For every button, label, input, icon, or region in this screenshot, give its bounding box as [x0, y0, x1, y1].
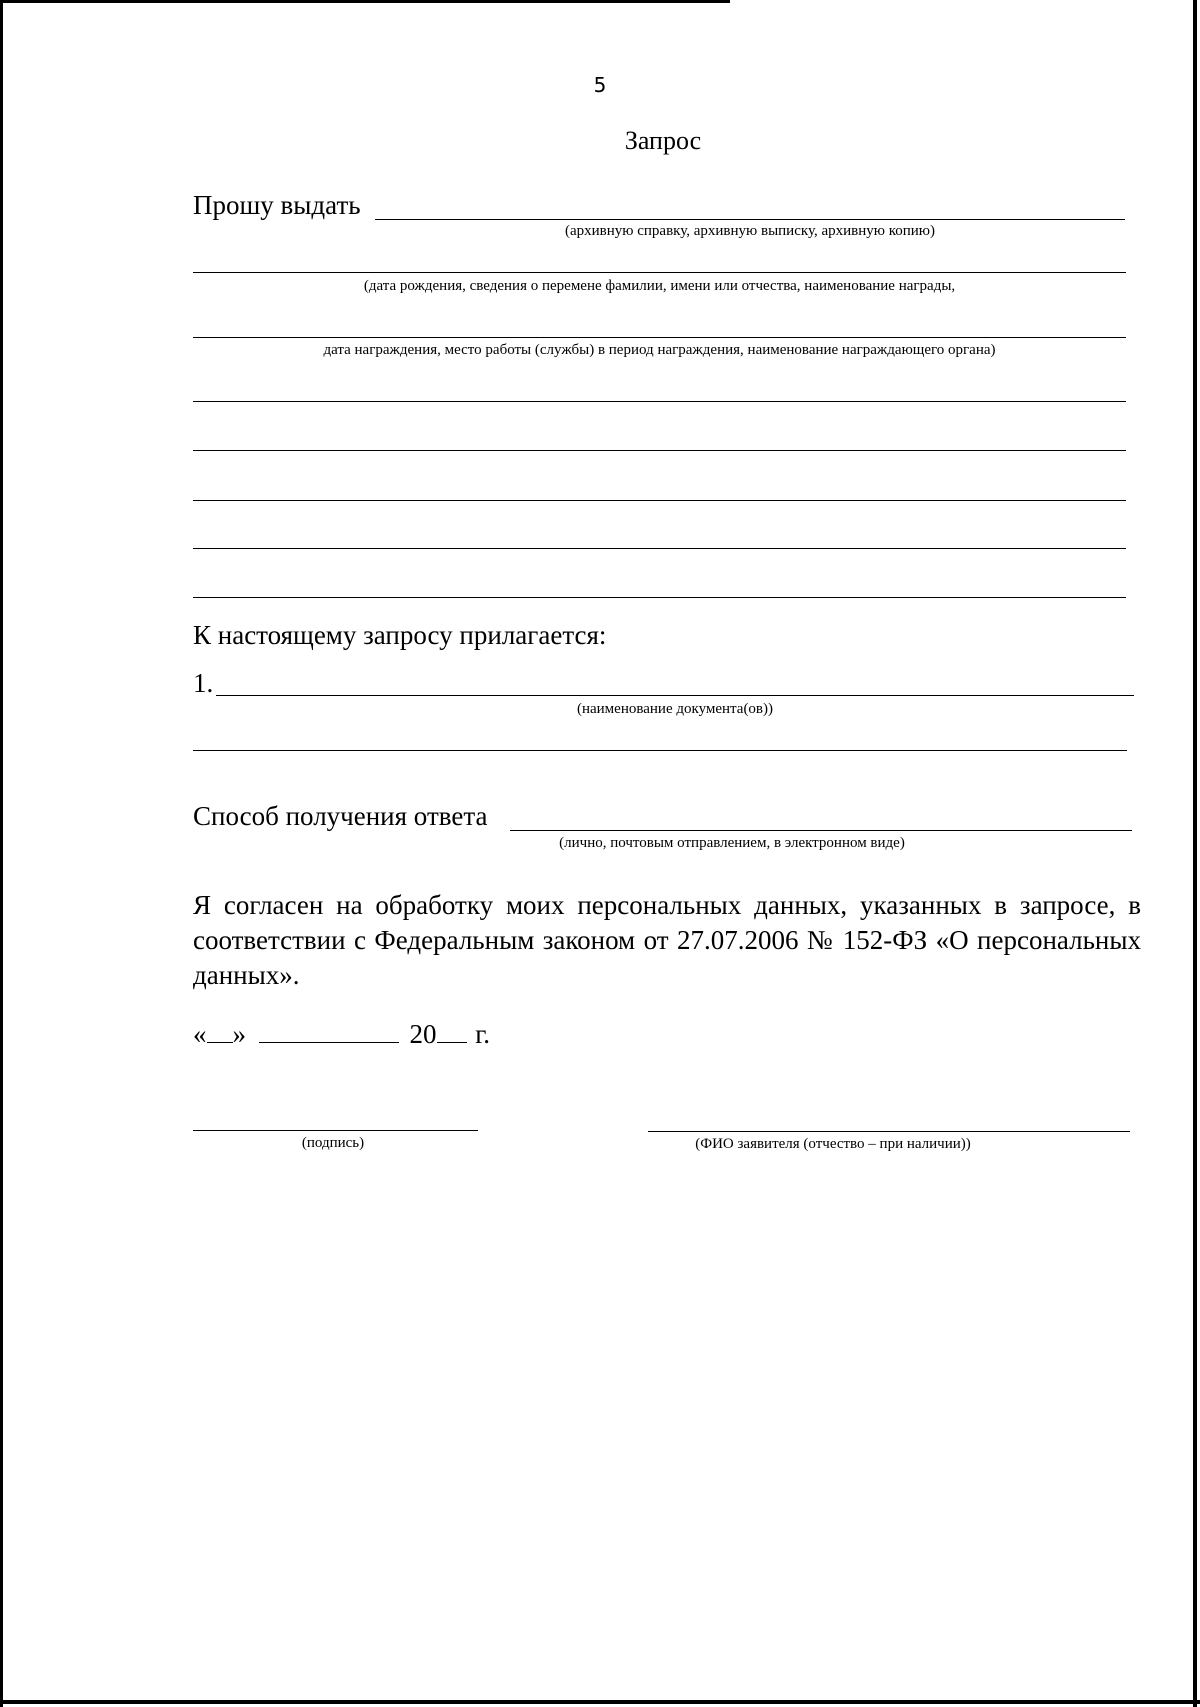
- date-year-suffix: г.: [475, 1019, 491, 1049]
- response-method-label: Способ получения ответа: [193, 801, 488, 831]
- consent-paragraph: Я согласен на обработку моих персональных данных, указанных в запросе, в соответствии с Федеральным законом от 27.07.2006 № 152-ФЗ «О персональных данных».: [193, 890, 1141, 990]
- attachment-blank-line[interactable]: [193, 750, 1127, 751]
- applicant-name-hint: (ФИО заявителя (отчество – при наличии)): [695, 1136, 971, 1152]
- request-blank-line-5[interactable]: [193, 597, 1126, 598]
- scan-edge-bottom: [0, 1700, 1200, 1704]
- request-blank-line-1[interactable]: [193, 401, 1126, 402]
- attachments-heading: К настоящему запросу прилагается:: [193, 620, 607, 650]
- date-close-quote: »: [232, 1019, 246, 1049]
- response-method-field-line[interactable]: [510, 830, 1132, 831]
- attachments-hint: (наименование документа(ов)): [576, 701, 774, 717]
- attachment-item-number: 1.: [193, 668, 214, 698]
- request-hint-2: (дата рождения, сведения о перемене фамилии, имени или отчества, наименование награды,: [363, 278, 956, 294]
- request-detail-line-2[interactable]: [193, 337, 1126, 338]
- request-label: Прошу выдать: [193, 190, 361, 220]
- page-number: 5: [593, 73, 607, 97]
- signature-line[interactable]: [193, 1130, 478, 1131]
- date-open-quote: «: [193, 1019, 207, 1049]
- request-blank-line-4[interactable]: [193, 548, 1126, 549]
- applicant-name-line[interactable]: [648, 1131, 1130, 1132]
- date-day-field[interactable]: [207, 1018, 233, 1043]
- scan-edge-left: [0, 0, 3, 1707]
- date-year-prefix: 20: [409, 1019, 437, 1049]
- request-hint-3: дата награждения, место работы (службы) в период награждения, наименование награждающего органа): [323, 342, 996, 358]
- attachment-field-line[interactable]: [216, 695, 1134, 696]
- date-month-field[interactable]: [259, 1018, 399, 1043]
- request-blank-line-3[interactable]: [193, 500, 1126, 501]
- date-row: [193, 1018, 490, 1050]
- request-hint-1: (архивную справку, архивную выписку, архивную копию): [565, 223, 935, 239]
- request-detail-line-1[interactable]: [193, 272, 1126, 273]
- request-blank-line-2[interactable]: [193, 450, 1126, 451]
- scan-edge-right: [1193, 0, 1197, 1707]
- date-year-field[interactable]: [437, 1018, 467, 1043]
- request-field-line[interactable]: [375, 219, 1125, 220]
- response-method-hint: (лично, почтовым отправлением, в электронном виде): [559, 835, 905, 851]
- scan-edge-top: [0, 0, 730, 3]
- document-title: Запрос: [624, 126, 702, 155]
- signature-hint: (подпись): [301, 1135, 365, 1151]
